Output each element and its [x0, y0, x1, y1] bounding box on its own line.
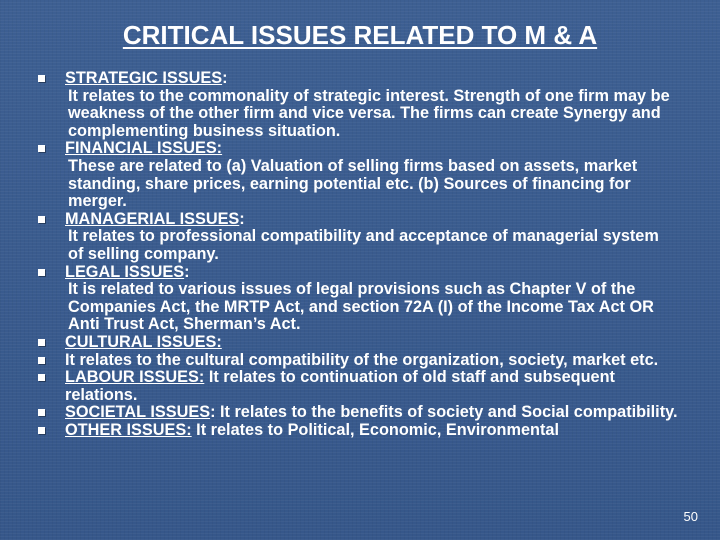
item-description: These are related to (a) Valuation of selling firms based on assets, market standing, share prices, earning potential etc. (b) Sources of financing for merger.	[68, 156, 638, 211]
list-item-societal	[38, 404, 678, 422]
item-heading: FINANCIAL ISSUES:	[65, 139, 223, 158]
page-number: 50	[683, 509, 698, 524]
item-suffix: It relates to continuation of old staff and subsequent relations.	[65, 368, 615, 404]
item-suffix: :	[222, 69, 228, 87]
square-bullet-icon	[38, 75, 45, 82]
item-heading: LABOUR ISSUES:	[65, 368, 205, 387]
square-bullet-icon	[38, 374, 45, 381]
square-bullet-icon	[38, 339, 45, 346]
item-suffix: It relates to the cultural compatibility of the organization, society, market etc.	[65, 350, 659, 369]
square-bullet-icon	[38, 409, 45, 416]
item-suffix: :	[239, 209, 245, 228]
square-bullet-icon	[38, 269, 45, 276]
list-item-legal	[38, 264, 678, 334]
item-heading: SOCIETAL ISSUES	[65, 403, 211, 422]
square-bullet-icon	[38, 427, 45, 434]
slide-title: CRITICAL ISSUES RELATED TO M & A	[122, 20, 598, 50]
item-suffix: : It relates to the benefits of society and Social compatibility.	[210, 403, 678, 422]
item-description: It is related to various issues of legal provisions such as Chapter V of the Companies Act, the MRTP Act, and section 72A (I) of the Income Tax Act OR Anti Trust Act, Sherman’s Act.	[68, 280, 654, 334]
item-suffix: :	[184, 262, 190, 281]
list-item-cultural	[38, 334, 678, 352]
list-item-cultural-description	[38, 352, 678, 370]
item-heading: CULTURAL ISSUES:	[65, 332, 222, 351]
list-item-other	[38, 422, 678, 440]
issues-list	[38, 70, 678, 439]
item-suffix: It relates to Political, Economic, Environmental	[191, 420, 559, 439]
list-item-financial	[38, 140, 678, 210]
list-item-managerial	[38, 211, 678, 264]
square-bullet-icon	[38, 145, 45, 152]
square-bullet-icon	[38, 216, 45, 223]
item-heading: LEGAL ISSUES	[65, 262, 185, 281]
item-description: It relates to professional compatibility and acceptance of managerial system of selling company.	[68, 227, 659, 263]
item-description: It relates to the commonality of strategic interest. Strength of one firm may be weakness of the other firm and vice versa. The firms can create Synergy and complementing business situation.	[68, 86, 670, 140]
list-item-labour	[38, 369, 678, 404]
item-heading: STRATEGIC ISSUES	[65, 69, 223, 87]
square-bullet-icon	[38, 357, 45, 364]
item-heading: OTHER ISSUES:	[65, 420, 192, 439]
item-heading: MANAGERIAL ISSUES	[65, 209, 240, 228]
list-item-strategic	[38, 70, 678, 140]
